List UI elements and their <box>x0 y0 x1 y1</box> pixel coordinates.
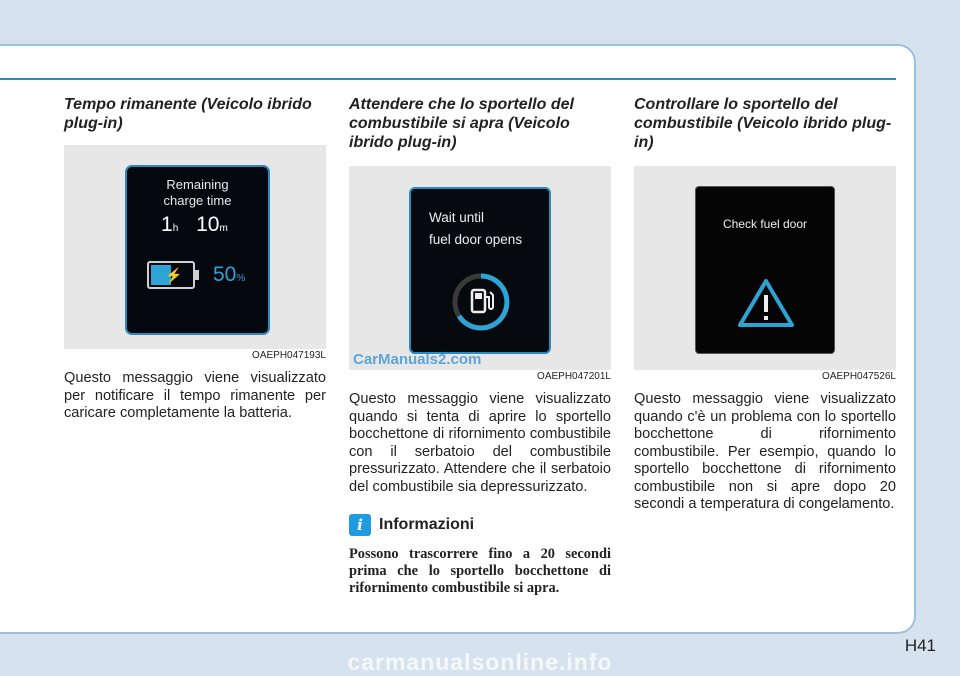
cluster-screen <box>695 186 835 354</box>
figure-code: OAEPH047201L <box>537 371 611 382</box>
screen-line1: Remaining <box>166 177 229 192</box>
time-readout <box>161 213 228 237</box>
hours-value: 1 <box>161 213 173 236</box>
section-heading: Attendere che lo sportello del combustibile si apra (Veicolo ibrido plug-in) <box>349 96 574 151</box>
body-text: Questo messaggio viene visualizzato quando c'è un problema con lo sportello bocchettone di rifornimento combustibile. Per esempio, quando lo sportello bocchettone di rifornimento combustibile non si apre dopo 20 secondi a temperatura di congelamento. <box>634 391 896 512</box>
percent-readout <box>213 263 245 287</box>
minutes-unit: m <box>219 223 228 234</box>
info-header <box>349 514 611 536</box>
hours-unit: h <box>172 223 179 234</box>
figure-code: OAEPH047193L <box>252 350 326 361</box>
cluster-screen <box>409 187 551 354</box>
minutes-value: 10 <box>196 213 220 236</box>
section-heading: Tempo rimanente (Veicolo ibrido plug-in) <box>64 96 312 132</box>
figure-code: OAEPH047526L <box>822 371 896 382</box>
section-wait-fuel-door <box>349 95 611 597</box>
screen-line2: charge time <box>163 193 232 208</box>
section-heading: Controllare lo sportello del combustibile (Veicolo ibrido plug-in) <box>634 96 892 151</box>
figure-watermark: CarManuals2.com <box>353 351 482 368</box>
info-text: Possono trascorrere fino a 20 secondi prima che lo sportello bocchettone di rifornimento combustibile si apra. <box>349 546 611 596</box>
cluster-figure <box>634 166 896 370</box>
section-remaining-time <box>64 95 326 423</box>
screen-line2: fuel door opens <box>429 232 523 247</box>
charging-bolt-icon: ⚡ <box>165 267 183 283</box>
percent-value: 50 <box>213 263 237 286</box>
cluster-figure <box>64 145 326 349</box>
warning-icon <box>736 277 796 329</box>
cluster-screen <box>125 165 270 335</box>
screen-line1: Wait until <box>429 210 485 225</box>
screen-line1: Check fuel door <box>722 217 808 231</box>
section-check-fuel-door <box>634 95 896 514</box>
info-icon: i <box>349 514 371 536</box>
page-number: H41 <box>904 636 936 655</box>
body-text: Questo messaggio viene visualizzato per notificare il tempo rimanente per caricare completamente la batteria. <box>64 370 326 421</box>
battery-icon <box>147 261 195 289</box>
percent-unit: % <box>236 273 246 284</box>
info-title: Informazioni <box>379 516 475 533</box>
fuel-pump-icon <box>450 271 512 333</box>
header-rule <box>0 78 896 80</box>
body-text: Questo messaggio viene visualizzato quando si tenta di aprire lo sportello bocchettone di rifornimento combustibile con il serbatoio del combustibile pressurizzato. Attendere che il serbatoio del combustibile sia depressurizzato. <box>349 391 611 495</box>
site-watermark: carmanualsonline.info <box>347 649 613 675</box>
cluster-figure <box>349 166 611 370</box>
